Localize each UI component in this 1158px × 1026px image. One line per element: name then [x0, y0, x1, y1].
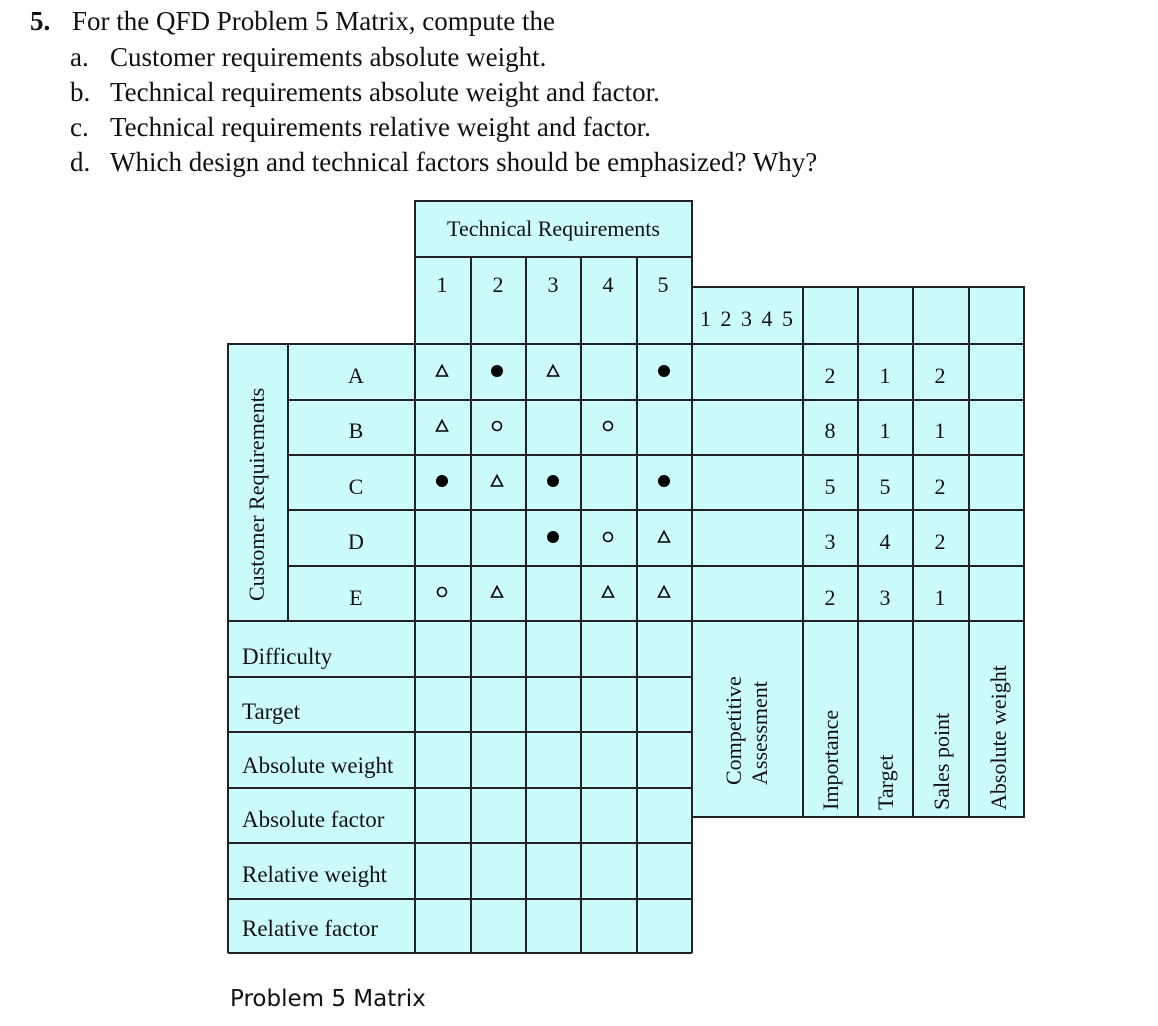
part-d-letter: d. — [70, 147, 91, 177]
weak-relationship-icon — [434, 418, 450, 434]
part-c-text: Technical requirements relative weight and factor. — [110, 112, 651, 142]
matrix-caption: Problem 5 Matrix — [230, 986, 426, 1012]
sales-point-b: 1 — [934, 418, 946, 443]
importance-a: 2 — [824, 363, 836, 388]
weak-relationship-icon — [434, 363, 450, 379]
part-a-letter: a. — [70, 42, 89, 72]
technical-area — [415, 201, 692, 953]
bottom-row-difficulty: Difficulty — [242, 644, 333, 669]
question-number: 5. — [30, 6, 51, 36]
bottom-row-target: Target — [242, 699, 300, 724]
question-text: For the QFD Problem 5 Matrix, compute the — [72, 6, 555, 36]
strong-relationship-icon — [656, 363, 672, 379]
importance-e: 2 — [824, 585, 836, 610]
competitive-label-2: Assessment — [747, 681, 772, 785]
target-b: 1 — [879, 418, 891, 443]
sales-point-c: 2 — [934, 474, 946, 499]
target-c: 5 — [879, 474, 891, 499]
tech-col-2: 2 — [492, 272, 504, 297]
target-e: 3 — [879, 585, 891, 610]
sales-point-d: 2 — [934, 529, 946, 554]
weak-relationship-icon — [545, 363, 561, 379]
strong-relationship-icon — [489, 363, 505, 379]
technical-requirements-header: Technical Requirements — [447, 216, 660, 241]
strong-relationship-icon — [434, 473, 450, 489]
row-label-d: D — [348, 529, 364, 554]
importance-d: 3 — [824, 529, 836, 554]
medium-relationship-icon — [600, 529, 616, 545]
tech-col-1: 1 — [436, 272, 448, 297]
weak-relationship-icon — [600, 584, 616, 600]
bottom-row-absolute-factor: Absolute factor — [242, 807, 385, 832]
part-b-letter: b. — [70, 77, 91, 107]
importance-c: 5 — [824, 474, 836, 499]
part-d-text: Which design and technical factors should be emphasized? Why? — [110, 147, 818, 177]
target-a: 1 — [879, 363, 891, 388]
header-importance: Importance — [818, 709, 843, 810]
tech-col-3: 3 — [547, 272, 559, 297]
weak-relationship-icon — [489, 584, 505, 600]
medium-relationship-icon — [489, 418, 505, 434]
medium-relationship-icon — [600, 418, 616, 434]
tech-col-4: 4 — [602, 272, 614, 297]
medium-relationship-icon — [434, 584, 450, 600]
target-d: 4 — [879, 529, 891, 554]
tech-col-5: 5 — [657, 272, 669, 297]
competitive-label-1: Competitive — [721, 676, 746, 785]
bottom-row-relative-weight: Relative weight — [242, 862, 387, 887]
strong-relationship-icon — [545, 529, 561, 545]
customer-requirements-header: Customer Requirements — [244, 387, 269, 601]
row-label-b: B — [348, 418, 364, 443]
strong-relationship-icon — [545, 473, 561, 489]
bottom-row-relative-factor: Relative factor — [242, 916, 379, 941]
strong-relationship-icon — [656, 473, 672, 489]
header-absolute-weight: Absolute weight — [986, 665, 1011, 810]
competitive-scale: 1 2 3 4 5 — [700, 306, 795, 331]
part-c-letter: c. — [70, 112, 89, 142]
weak-relationship-icon — [656, 584, 672, 600]
bottom-row-absolute-weight: Absolute weight — [242, 753, 394, 778]
header-target: Target — [873, 754, 898, 810]
row-label-e: E — [349, 585, 363, 610]
row-label-c: C — [348, 474, 364, 499]
weak-relationship-icon — [489, 473, 505, 489]
header-sales-point: Sales point — [929, 712, 954, 810]
sales-point-a: 2 — [934, 363, 946, 388]
part-b-text: Technical requirements absolute weight and factor. — [110, 77, 660, 107]
importance-b: 8 — [824, 418, 836, 443]
weak-relationship-icon — [656, 529, 672, 545]
row-label-a: A — [348, 363, 364, 388]
sales-point-e: 1 — [934, 585, 946, 610]
part-a-text: Customer requirements absolute weight. — [110, 42, 547, 72]
